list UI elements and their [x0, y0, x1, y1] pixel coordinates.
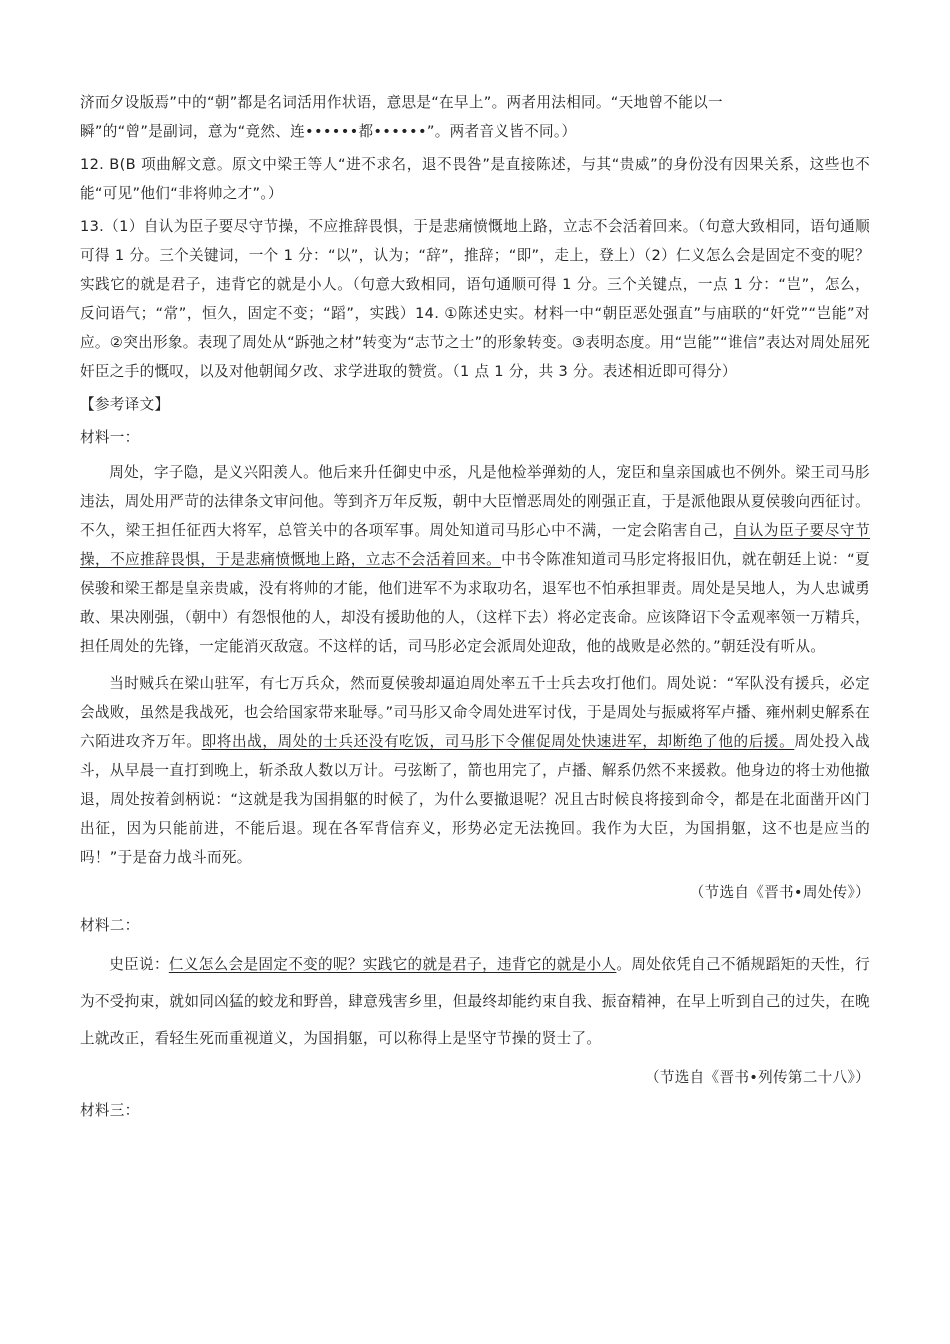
- m2-p1-text-a: 史臣说：: [109, 956, 169, 973]
- answer-q13-q14: 13.（1）自认为臣子要尽守节操，不应推辞畏惧，于是悲痛愤慨地上路，立志不会活着回来。（句意大致相同，语句通顺可得 1 分。三个关键词，一个 1 分：“以”，认为；“辞”，推辞；“即”，走上，登上）（2）仁义怎么会是固定不变的呢？实践它的就是君子，违背它的就是小人。（句意大致相同，语句通顺可得 1 分。三个关键点，一点 1 分：“岂”，怎么，反问语气；“常”，恒久，固定不变；“蹈”，实践）14. ①陈述史实。材料一中“朝臣恶处强直”与庙联的“奸党”“岂能”对应。②突出形象。表现了周处从“跅弛之材”转变为“志节之士”的形象转变。③表明态度。用“岂能”“谁信”表达对周处屈死奸臣之手的慨叹，以及对他朝闻夕改、求学进取的赞赏。（1 点 1 分，共 3 分。表述相近即可得分）: [80, 218, 870, 380]
- m2-p1-text-b: 。周处依凭自己不循规蹈矩的天性，行为不受拘束，就如同凶猛的蛟龙和野兽，肆意残害乡里，但最终却能约束自我、振奋精神，在早上听到自己的过失，在晚上就改正，看轻生死而重视道义，为国捐躯，可以称得上是坚守节操的贤士了。: [80, 956, 870, 1047]
- m1-p1-text-a: 周处，字子隐，是义兴阳羡人。他后来升任御史中丞，凡是他检举弹劾的人，宠臣和皇亲国戚也不例外。梁王司马肜违法，周处用严苛的法律条文审问他。等到齐万年反叛，朝中大臣憎恶周处的刚强正直，于是派他跟从夏侯骏向西征讨。不久，梁王担任征西大将军，总管关中的各项军事。周处知道司马肜心中不满，一定会陷害自己，: [80, 464, 870, 539]
- m1-p2-text-a: 当时贼兵在梁山驻军，有七万兵众，然而夏侯骏却逼迫周处率五千士兵去攻打他们。周处说：“军队没有援兵，必定会战败，虽然是我战死，也会给国家带来耻辱。”司马肜又命令周处进军讨伐，于是周处与振威将军卢播、雍州刺史解系在六陌进攻齐万年。: [80, 675, 870, 750]
- material1-label: 材料一：: [80, 429, 140, 446]
- answer-q11-tail: [80, 88, 870, 146]
- material2-paragraph1: [80, 946, 870, 1057]
- m1-p1-underlined: 自认为臣子要尽守节操，不应推辞畏惧，于是悲痛愤慨地上路，立志不会活着回来。: [80, 522, 871, 568]
- m1-p2-underlined: 即将出战，周处的士兵还没有吃饭，司马肜下令催促周处快速进军，却断绝了他的后援。: [201, 733, 795, 750]
- m1-p1-text-b: 中书令陈准知道司马肜定将报旧仇，就在朝廷上说：“夏侯骏和梁王都是皇亲贵戚，没有将帅的才能，他们进军不为求取功名，退军也不怕承担罪责。周处是吴地人，为人忠诚勇敢、果决刚强，（朝中）有怨恨他的人，却没有援助他的人，（这样下去）将必定丧命。应该降诏下令孟观率领一万精兵，担任周处的先锋，一定能消灭敌寇。不这样的话，司马肜必定会派周处迎敌，他的战败是必然的。”朝廷没有听从。: [80, 551, 871, 655]
- material2-source: （节选自《晋书•列传第二十八》）: [644, 1069, 870, 1086]
- answer-q11-line1: 济而夕设版焉”中的“朝”都是名词活用作状语，意思是“在早上”。两者用法相同。“天地曾不能以一: [80, 94, 723, 111]
- answer-q11-line2: 瞬”的“曾”是副词，意为“竟然、连••••••都••••••”。两者音义皆不同。）: [80, 123, 577, 140]
- material2-label: 材料二：: [80, 917, 140, 934]
- m1-p2-text-b: 周处投入战斗，从早晨一直打到晚上，斩杀敌人数以万计。弓弦断了，箭也用完了，卢播、解系仍然不来援救。他身边的将士劝他撤退，周处按着剑柄说：“这就是我为国捐躯的时候了，为什么要撤退呢？况且古时候良将接到命令，都是在北面凿开凶门出征，因为只能前进，不能后退。现在各军背信弃义，形势必定无法挽回。我作为大臣，为国捐躯，这不也是应当的吗！”于是奋力战斗而死。: [80, 733, 870, 866]
- material1-paragraph1: [80, 458, 870, 661]
- material3-label: 材料三：: [80, 1102, 140, 1119]
- m2-p1-underlined: 仁义怎么会是固定不变的呢？实践它的就是君子，违背它的就是小人: [168, 956, 617, 973]
- document-page: [80, 88, 870, 1125]
- material1-paragraph2: [80, 669, 870, 872]
- answer-q12: 12. B(B 项曲解文意。原文中梁王等人“进不求名，退不畏咎”是直接陈述，与其“贵威”的身份没有因果关系，这些也不能“可见”他们“非将帅之才”。）: [80, 156, 870, 202]
- translation-heading: 【参考译文】: [80, 396, 170, 413]
- material1-source: （节选自《晋书•周处传》）: [689, 884, 870, 901]
